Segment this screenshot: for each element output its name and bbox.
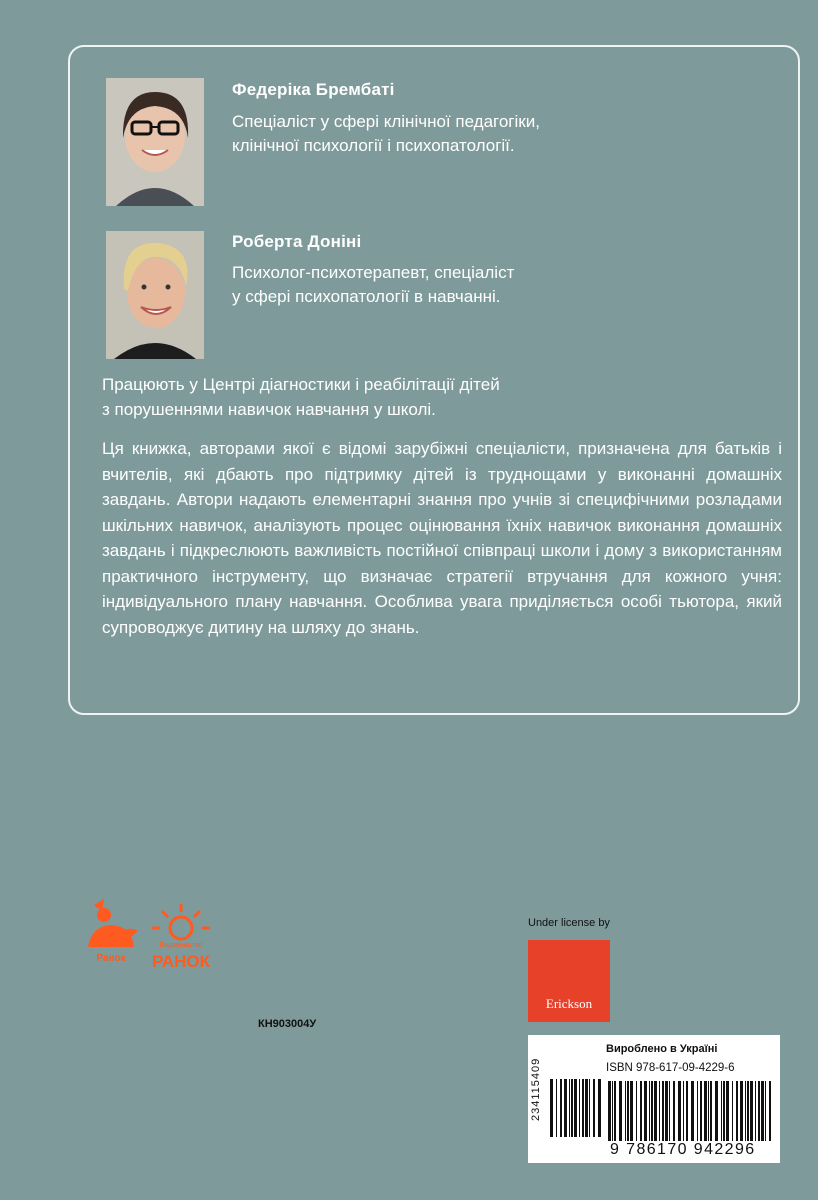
barcode-bar [678,1081,681,1141]
work-note [102,372,792,422]
barcode-bar [726,1081,729,1141]
isbn-label: ISBN 978-617-09-4229-6 [606,1062,735,1074]
barcode-bar [750,1081,753,1141]
barcode-bar [589,1079,590,1137]
barcode-bar [636,1081,637,1141]
barcode-bar [659,1081,660,1141]
barcode-bar [686,1081,688,1141]
barcode-bar [723,1081,725,1141]
made-in-label: Вироблено в Україні [606,1043,718,1055]
barcode-bar [704,1081,707,1141]
fox-icon [82,895,140,955]
barcode-bar [721,1081,722,1141]
barcode-bar [585,1079,588,1137]
barcode-bar [560,1079,562,1137]
publisher-logo-2-small: Видавництво [159,942,203,949]
author-photo-1 [106,78,204,206]
barcode-bar [649,1081,650,1141]
barcode-bar [715,1081,718,1141]
product-code: КН903004У [258,1018,317,1030]
author-name-1: Федеріка Брембаті [232,80,395,99]
barcode-side-digits: 234115409 [530,1057,542,1121]
barcode-bar [556,1079,557,1137]
author-desc-line: Спеціаліст у сфері клінічної педагогіки, [232,112,540,131]
barcode-bar [736,1081,738,1141]
erickson-brand: Erickson [545,996,593,1011]
barcode-bar [564,1079,567,1137]
barcode-bar [691,1081,694,1141]
author-desc-line: клінічної психології і психопатології. [232,136,515,155]
barcode-bar [710,1081,712,1141]
barcode-bar [732,1081,733,1141]
author-desc-2 [232,261,514,309]
barcode-bar [740,1081,743,1141]
barcode-bar [571,1079,573,1137]
barcode-bar [651,1081,653,1141]
barcode-bar [608,1081,611,1141]
author-name-2: Роберта Доніні [232,232,362,251]
barcode-bar [765,1081,766,1141]
barcode-bar [683,1081,684,1141]
barcode-bar [745,1081,746,1141]
author-desc-line: у сфері психопатології в навчанні. [232,287,501,306]
barcode-bar [665,1081,668,1141]
barcode-box [528,1035,780,1163]
publisher-logo-1-text: Ранок [96,953,126,964]
barcode-bar [673,1081,675,1141]
barcode-bar [700,1081,702,1141]
erickson-logo [528,940,610,1022]
barcode-bar [747,1081,749,1141]
author-photo-2 [106,231,204,359]
work-note-line: з порушеннями навичок навчання у школі. [102,400,436,419]
barcode-bar [550,1079,553,1137]
work-note-line: Працюють у Центрі діагностики і реабілітації дітей [102,375,500,394]
ean-number: 9 786170 942296 [610,1141,756,1158]
barcode-bar [612,1081,613,1141]
publisher-logo-2 [146,902,216,970]
author-desc-1 [232,110,540,158]
barcode-bar [614,1081,616,1141]
ean-barcode [608,1081,774,1141]
barcode-bar [708,1081,709,1141]
barcode-bar [574,1079,577,1137]
publisher-logo-1 [82,895,140,967]
barcode-bar [640,1081,642,1141]
barcode-bar [669,1081,670,1141]
book-summary: Ця книжка, авторами якої є відомі зарубіжні спеціалісти, призначена для батьків і вчителів, які дбають про підтримку дітей із труднощами у виконанні домашніх завдань. Автори надають елементарні знання про учнів зі специфічними розладами шкільних навичок, аналізують процес оцінювання їхніх навичок виконання домашніх завдань і підкреслюють важливість постійної співпраці школи і дому з використанням практичного інструменту, що визначає стратегії втручання для кожного учня: індивідуального плану навчання. Особлива увага приділяється особі тьютора, який супроводжує дитину на шляху до знань. [102,439,782,637]
barcode-bar [769,1081,771,1141]
barcode-bar [654,1081,657,1141]
barcode-bar [627,1081,629,1141]
barcode-bar [598,1079,601,1137]
author-desc-line: Психолог-психотерапевт, спеціаліст [232,263,515,282]
barcode-bar [619,1081,622,1141]
barcode-bar [758,1081,760,1141]
barcode-bar [625,1081,626,1141]
barcode-bar [579,1079,580,1137]
barcode-bar [569,1079,570,1137]
barcode-bar [644,1081,647,1141]
license-text: Under license by [528,917,610,929]
barcode-bar [755,1081,756,1141]
barcode-bar [630,1081,633,1141]
sun-icon [146,902,216,942]
barcode-bar [593,1079,595,1137]
barcode-bar [582,1079,584,1137]
barcode-bar [662,1081,664,1141]
publisher-logo-2-text: РАНОК [152,952,210,971]
barcode-bar [761,1081,764,1141]
side-barcode [550,1079,602,1137]
barcode-bar [697,1081,698,1141]
